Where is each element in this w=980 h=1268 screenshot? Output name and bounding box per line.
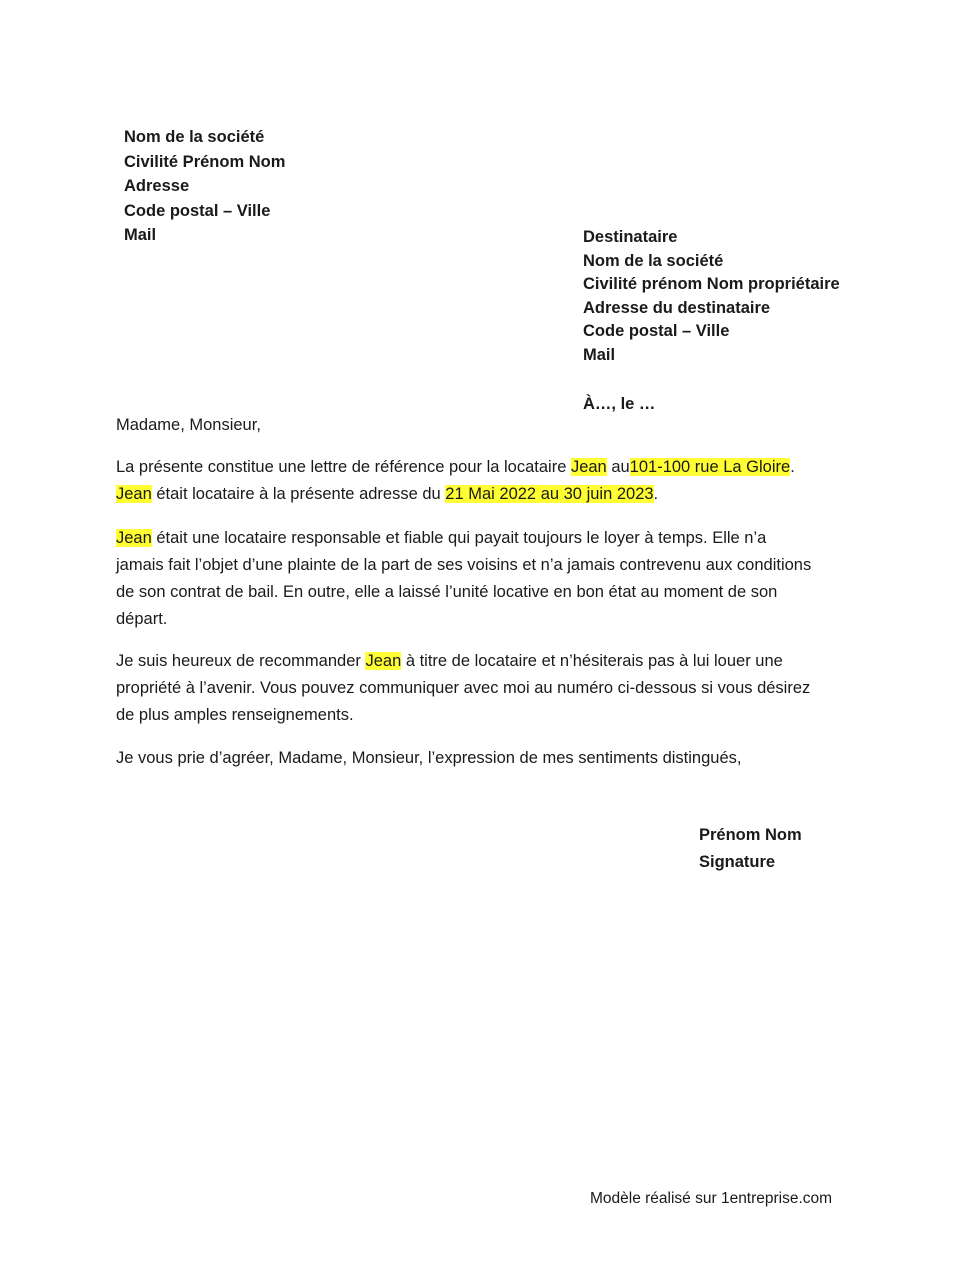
paragraph-3 [116, 648, 876, 729]
closing-text: Je vous prie d’agréer, Madame, Monsieur, l’expression de mes sentiments distingués, [116, 749, 742, 767]
paragraph-2 [116, 525, 876, 633]
paragraph-line: départ. [116, 610, 168, 628]
text-span: . [790, 458, 795, 476]
paragraph-line: propriété à l’avenir. Vous pouvez communiquer avec moi au numéro ci-dessous si vous désirez [116, 679, 811, 697]
address-highlight: 101-100 rue La Gloire [629, 458, 791, 476]
text-span: à titre de locataire et n’hésiterais pas à lui louer une [401, 652, 783, 670]
paragraph-1 [116, 454, 876, 508]
recipient-label: Destinataire [583, 228, 678, 246]
sender-city: Code postal – Ville [124, 201, 271, 220]
sender-block [124, 125, 285, 248]
paragraph-line [116, 481, 876, 508]
paragraph-line [116, 454, 876, 481]
paragraph-line [116, 648, 876, 675]
period-highlight: 21 Mai 2022 au 30 juin 2023 [445, 485, 654, 503]
paragraph-line: jamais fait l’objet d’une plainte de la part de ses voisins et n’a jamais contrevenu aux conditions [116, 556, 812, 574]
sender-name: Civilité Prénom Nom [124, 152, 286, 171]
recipient-block [583, 226, 840, 367]
paragraph-line: de son contrat de bail. En outre, elle a laissé l’unité locative en bon état au moment de son [116, 583, 778, 601]
closing [116, 745, 876, 772]
tenant-name-highlight: Jean [570, 458, 607, 476]
tenant-name-highlight: Jean [116, 485, 152, 503]
tenant-name-highlight: Jean [365, 652, 402, 670]
sender-mail: Mail [124, 226, 157, 244]
salutation-text: Madame, Monsieur, [116, 416, 261, 434]
recipient-address: Adresse du destinataire [583, 298, 771, 317]
signature-label: Signature [699, 853, 776, 871]
text-span: La présente constitue une lettre de référence pour la locataire [116, 458, 571, 476]
salutation [116, 412, 876, 439]
sender-company: Nom de la société [124, 128, 265, 146]
date-place: À…, le … [583, 395, 656, 413]
footer-credit: Modèle réalisé sur 1entreprise.com [590, 1190, 833, 1207]
recipient-city: Code postal – Ville [583, 322, 730, 340]
signature-block [699, 822, 802, 876]
paragraph-line: de plus amples renseignements. [116, 706, 354, 724]
text-span: . [653, 485, 659, 503]
recipient-name: Civilité prénom Nom propriétaire [583, 275, 840, 293]
signature-name: Prénom Nom [699, 826, 802, 844]
tenant-name-highlight: Jean [116, 529, 152, 547]
text-span: était une locataire responsable et fiable qui payait toujours le loyer à temps. Elle n’a [151, 529, 767, 547]
sender-address: Adresse [124, 177, 190, 195]
paragraph-line [116, 525, 876, 552]
recipient-mail: Mail [583, 345, 616, 364]
recipient-company: Nom de la société [583, 251, 724, 270]
text-span: Je suis heureux de recommander [116, 652, 366, 670]
text-span: au [606, 458, 630, 476]
text-span: était locataire à la présente adresse du [151, 485, 446, 503]
